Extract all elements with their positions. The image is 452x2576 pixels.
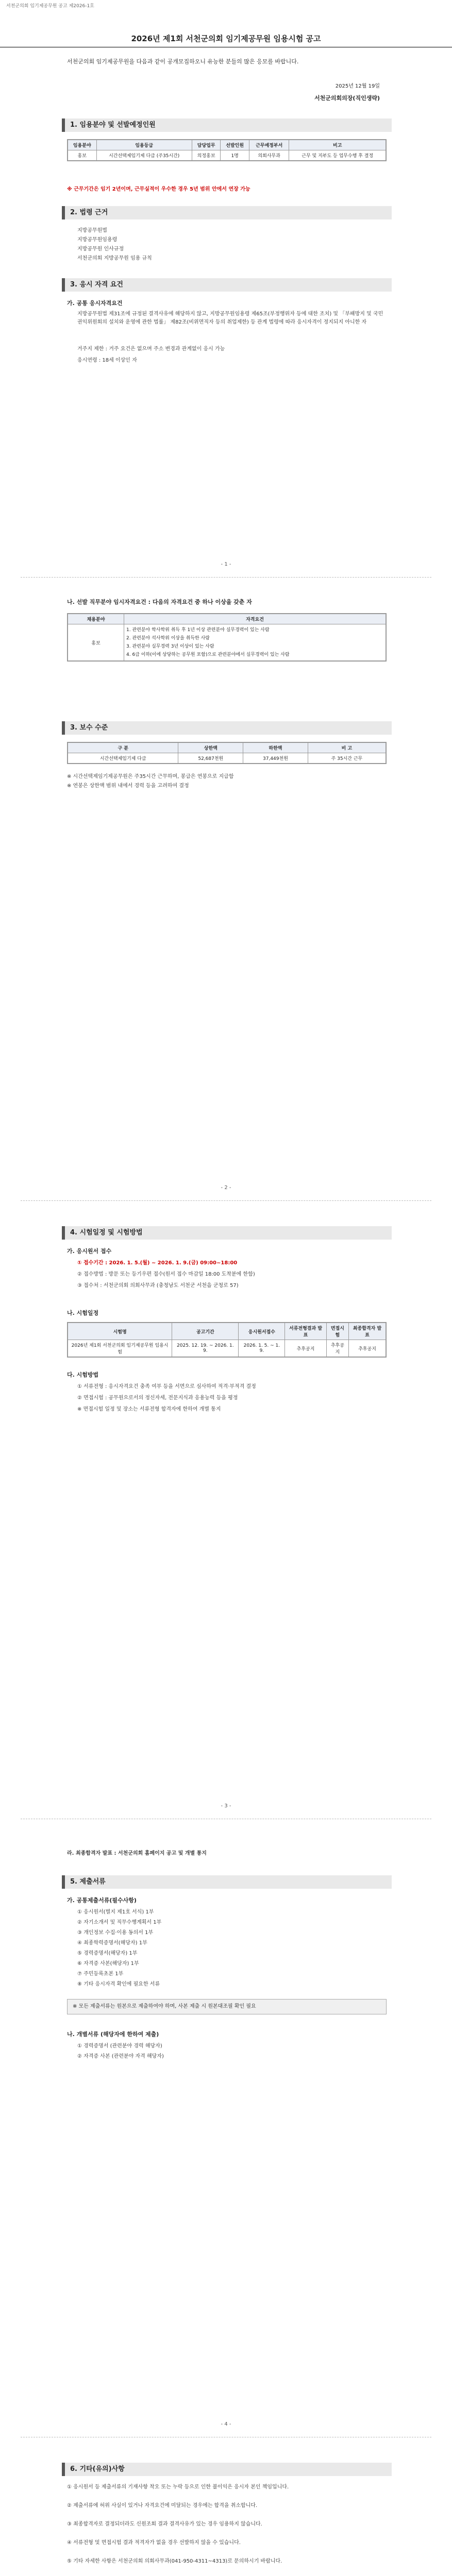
etc-item: ② 제출서류에 허위 사실이 있거나 자격요건에 미달되는 경우에는 합격을 취소합니다. [67,2503,258,2509]
table-cell: 52,687천원 [178,753,243,764]
th-duty: 담당업무 [192,140,221,150]
th-announce: 공고기간 [172,1323,239,1340]
page-number: - 4 - [221,2421,231,2427]
th-lower: 하한액 [243,743,308,753]
exam-method-heading: 다. 시험방법 [67,1371,99,1378]
table-cell: 1명 [221,150,249,161]
running-header: 서천군의회 임기제공무원 공고 제2026-1호 [6,4,94,9]
law-item: 지방공무원법 [77,228,107,233]
document-item: ④ 최종학력증명서(해당자) 1부 [77,1940,147,1946]
document-item: ① 응시원서(별지 제1호 서식) 1부 [77,1909,154,1915]
application-method: ② 접수방법 : 방문 또는 등기우편 접수(원서 접수 마감일 18:00 도착분에 한함) [77,1272,255,1277]
etc-item: ① 응시원서 등 제출서류의 기재사항 착오 또는 누락 등으로 인한 불이익은 응시자 본인 책임입니다. [67,2484,289,2490]
section-2-heading: 2. 법령 근거 [62,206,392,219]
th-dept: 근무예정부서 [249,140,289,150]
announce-date: 2025년 12월 19일 [335,83,380,89]
table-cell: 2025. 12. 19. ~ 2026. 1. 9. [172,1340,239,1357]
th-receipt: 응시원서접수 [239,1323,285,1340]
salary-table [67,742,387,764]
exam-method-item: ① 서류전형 : 응시자격요건 충족 여부 등을 서면으로 심사하여 적격·부적격 결정 [77,1384,256,1389]
th-requirement: 자격요건 [124,614,386,624]
law-item: 서천군의회 지방공무원 임용 규칙 [77,256,152,261]
specific-req-heading: 나. 선발 직무분야 임시자격요건 : 다음의 자격요건 중 하나 이상을 갖춘 자 [67,599,252,605]
th-grade: 임용등급 [96,140,192,150]
section-3-heading: 3. 응시 자격 요건 [62,278,392,292]
law-item: 지방공무원 인사규정 [77,246,124,252]
table-cell: 근무 및 지부도 등 업무수행 후 결정 [289,150,386,161]
table-cell: 2026. 1. 5. ~ 1. 9. [239,1340,285,1357]
page-break [21,577,431,578]
th-final: 최종합격자 발표 [349,1323,386,1340]
common-req-item: 지방공무원법 제31조에 규정된 결격사유에 해당하지 않고, 지방공무원임용령 제65조(부정행위자 등에 대한 조치) 및 「부패방지 및 국민권익위원회의 설치와 운영에 관한 법률」 제82조(비위면직자 등의 취업제한) 등 관계 법령에 따라 응시자격이 정지되지 아니한 자 [77,311,383,325]
common-req-item: 거주지 제한 : 거주 요건은 없으며 주소 변경과 관계없이 응시 가능 [77,346,225,352]
th-doc-result: 서류전형결과 발표 [285,1323,326,1340]
page-number: - 1 - [221,562,231,567]
requirement-item: 4. 6급 이하(이에 상당하는 공무원 포함)으로 관련분야에서 실무경력이 있는 사람 [126,652,290,657]
exam-method-note: ※ 면접시험 일정 및 장소는 서류전형 합격자에 한하여 개별 통지 [77,1406,221,1412]
salary-note: ※ 시간선택제임기제공무원은 주35시간 근무하며, 봉급은 연봉으로 지급함 [67,774,234,779]
table-cell: 시간선택제임기제 다급 [68,753,178,764]
law-item: 지방공무원임용령 [77,237,118,243]
extra-docs-heading: 나. 개별서류 (해당자에 한하여 제출) [67,2031,159,2038]
etc-item: ⑤ 기타 자세한 사항은 서천군의회 의회사무과(041-950-4311~4313)로 문의하시기 바랍니다. [67,2558,282,2564]
th-field: 임용분야 [68,140,97,150]
table-cell: 2026년 제1회 서천군의회 임기제공무원 임용시험 [68,1340,172,1357]
documents-notice: ※ 모든 제출서류는 원본으로 제출하여야 하며, 사본 제출 시 원본대조필 확인 필요 [67,1999,387,2014]
specific-req-table [67,613,387,662]
th-count: 선발인원 [221,140,249,150]
table-cell: 37,449천원 [243,753,308,764]
th-exam: 시험명 [68,1323,172,1340]
requirement-item: 2. 관련분야 석사학위 이상을 취득한 사람 [126,636,210,641]
announcer: 서천군의회의장(직인생략) [314,95,380,101]
application-place: ③ 접수처 : 서천군의회 의회사무과 (충청남도 서천군 서천읍 군청로 57) [77,1283,239,1289]
exam-schedule-heading: 나. 시험일정 [67,1310,99,1316]
table-cell: 추후공지 [285,1340,326,1357]
section-5-heading: 5. 제출서류 [62,1875,392,1889]
page-number: - 3 - [221,1803,231,1809]
document-item: ⑦ 주민등록초본 1부 [77,1971,124,1977]
exam-schedule-table [67,1322,387,1358]
common-req-heading: 가. 공통 응시자격요건 [67,300,123,307]
section-salary-heading: 3. 보수 수준 [62,721,392,735]
document-item: ③ 개인정보 수집·이용 동의서 1부 [77,1930,154,1936]
table-cell: 추후공지 [349,1340,386,1357]
extra-doc-item: ① 경력증명서 (관련분야 경력 해당자) [77,2043,162,2049]
salary-note: ※ 연봉은 상한액 범위 내에서 경력 등을 고려하여 결정 [67,783,189,789]
intro-text: 서천군의회 임기제공무원을 다음과 같이 공개모집하오니 유능한 분들의 많은 응모를 바랍니다. [67,58,299,65]
table-cell: 홍보 [68,150,97,161]
term-notice: ※ 근무기간은 임기 2년이며, 근무실적이 우수한 경우 5년 범위 안에서 연장 가능 [67,187,250,192]
application-period: ① 접수기간 : 2026. 1. 5.(월) ~ 2026. 1. 9.(금) 09:00~18:00 [77,1260,238,1266]
requirement-item: 1. 관련분야 학사학위 취득 후 1년 이상 관련분야 실무경력이 있는 사람 [126,628,270,633]
table-cell: 의회사무과 [249,150,289,161]
th-remark: 비 고 [308,743,386,753]
th-note: 비고 [289,140,386,150]
document-item: ⑤ 경력증명서(해당자) 1부 [77,1951,138,1956]
section-4-heading: 4. 시험일정 및 시험방법 [62,1226,392,1240]
document-item: ② 자기소개서 및 직무수행계획서 1부 [77,1920,162,1925]
page-break [21,1200,431,1201]
table-cell: 의정홍보 [192,150,221,161]
section-6-heading: 6. 기타(유의)사항 [62,2463,392,2476]
application-heading: 가. 응시원서 접수 [67,1248,112,1255]
etc-item: ③ 최종합격자로 결정되더라도 신원조회 결과 결격사유가 있는 경우 임용하지 않습니다. [67,2521,262,2527]
requirement-item: 3. 관련분야 실무경력 3년 이상이 있는 사람 [126,644,214,649]
extra-doc-item: ② 자격증 사본 (관련분야 자격 해당자) [77,2054,164,2059]
th-upper: 상한액 [178,743,243,753]
common-req-item: 응시연령 : 18세 이상인 자 [77,358,137,363]
table-cell: 홍보 [68,624,124,661]
etc-item: ④ 서류전형 및 면접시험 결과 적격자가 없을 경우 선발하지 않을 수 있습니다. [67,2540,241,2546]
table-cell: 시간선택제임기제 다급 (주35시간) [96,150,192,161]
final-result: 라. 최종합격자 발표 : 서천군의회 홈페이지 공고 및 개별 통지 [67,1851,207,1856]
th-interview: 면접시험 [326,1323,348,1340]
page-number: - 2 - [221,1185,231,1191]
recruit-table [67,139,387,161]
documents-heading: 가. 공통제출서류(필수사항) [67,1897,137,1904]
table-cell: 추후공지 [326,1340,348,1357]
section-1-heading: 1. 임용분야 및 선발예정인원 [62,118,392,132]
document-item: ⑥ 자격증 사본(해당자) 1부 [77,1961,139,1967]
table-cell: 주 35시간 근무 [308,753,386,764]
exam-method-item: ② 면접시험 : 공무원으로서의 정신자세, 전문지식과 응용능력 등을 평정 [77,1395,238,1401]
th-type: 구 분 [68,743,178,753]
page-title: 2026년 제1회 서천군의회 임기제공무원 임용시험 공고 [0,33,452,47]
th-field: 채용분야 [68,614,124,624]
document-item: ⑧ 기타 응시자격 확인에 필요한 서류 [77,1981,160,1987]
